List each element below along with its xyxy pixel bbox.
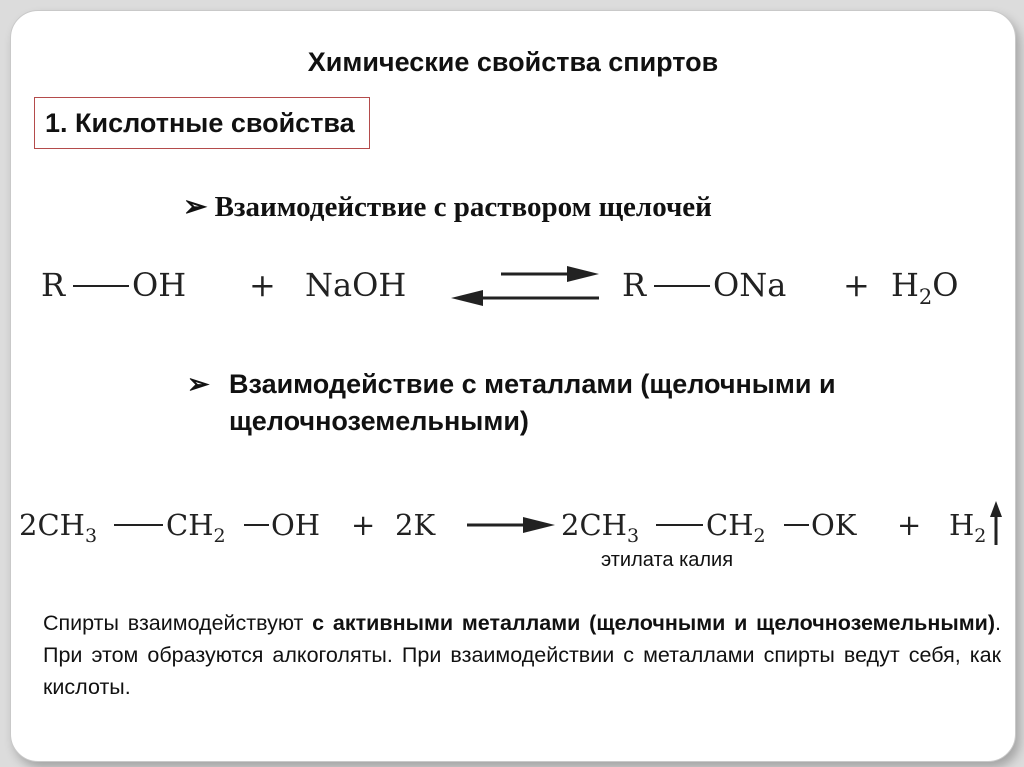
eq2-ethanol-ch3: $2CH_3$ (19, 508, 98, 547)
eq1-r: R (41, 266, 66, 304)
eq2-ethanol-ch2: $CH_2$ (166, 508, 226, 547)
equation-metals (11, 497, 1015, 557)
eq2-plus2: + (897, 508, 922, 542)
eq1-oh: OH (132, 266, 187, 304)
paragraph-text-2: . При этом образуются алкоголяты. При взаимодействии с металлами спирты ведут себя, как кислоты. (43, 611, 1001, 699)
paragraph-bold: с активными металлами (щелочными и щелочноземельными) (312, 611, 996, 635)
slide-title: Химические свойства спиртов (307, 47, 719, 77)
eq2-oh: OH (271, 508, 321, 542)
bullet-metals-text: Взаимодействие с металлами (щелочными и щелочноземельными) (229, 369, 836, 436)
eq1-plus2: + (843, 266, 870, 304)
bullet-alkali (183, 189, 712, 224)
eq2-plus: + (351, 508, 376, 542)
equation-alkali (11, 246, 1015, 316)
eq1-ona: ONa (713, 266, 787, 304)
bullet-arrow-icon: ➢ (187, 369, 210, 399)
eq2-hydrogen: $H_2$ (949, 508, 987, 547)
equilibrium-arrow-icon (451, 266, 599, 306)
eq1-r2: R (622, 266, 647, 304)
eq2-product-ch3: $2CH_3$ (561, 508, 640, 547)
explanation-paragraph (43, 607, 1001, 703)
section-heading: 1. Кислотные свойства (34, 97, 370, 149)
reaction-arrow-icon (467, 517, 555, 533)
eq1-water: $H_2O$ (891, 266, 959, 309)
bullet-arrow-icon: ➢ (183, 191, 208, 223)
gas-up-arrow-icon (990, 501, 1002, 545)
bullet-alkali-text: Взаимодействие с раствором щелочей (214, 191, 712, 223)
eq1-naoh: NaOH (305, 266, 407, 304)
eq2-k: 2K (395, 508, 436, 542)
eq2-ok: OK (811, 508, 857, 542)
eq1-plus: + (249, 266, 276, 304)
paragraph-text-1: Спирты взаимодействуют (43, 611, 313, 635)
bullet-metals (187, 366, 947, 440)
slide (10, 10, 1016, 762)
eq2-product-ch2: $CH_2$ (706, 508, 766, 547)
product-caption: этилата калия (601, 549, 734, 571)
